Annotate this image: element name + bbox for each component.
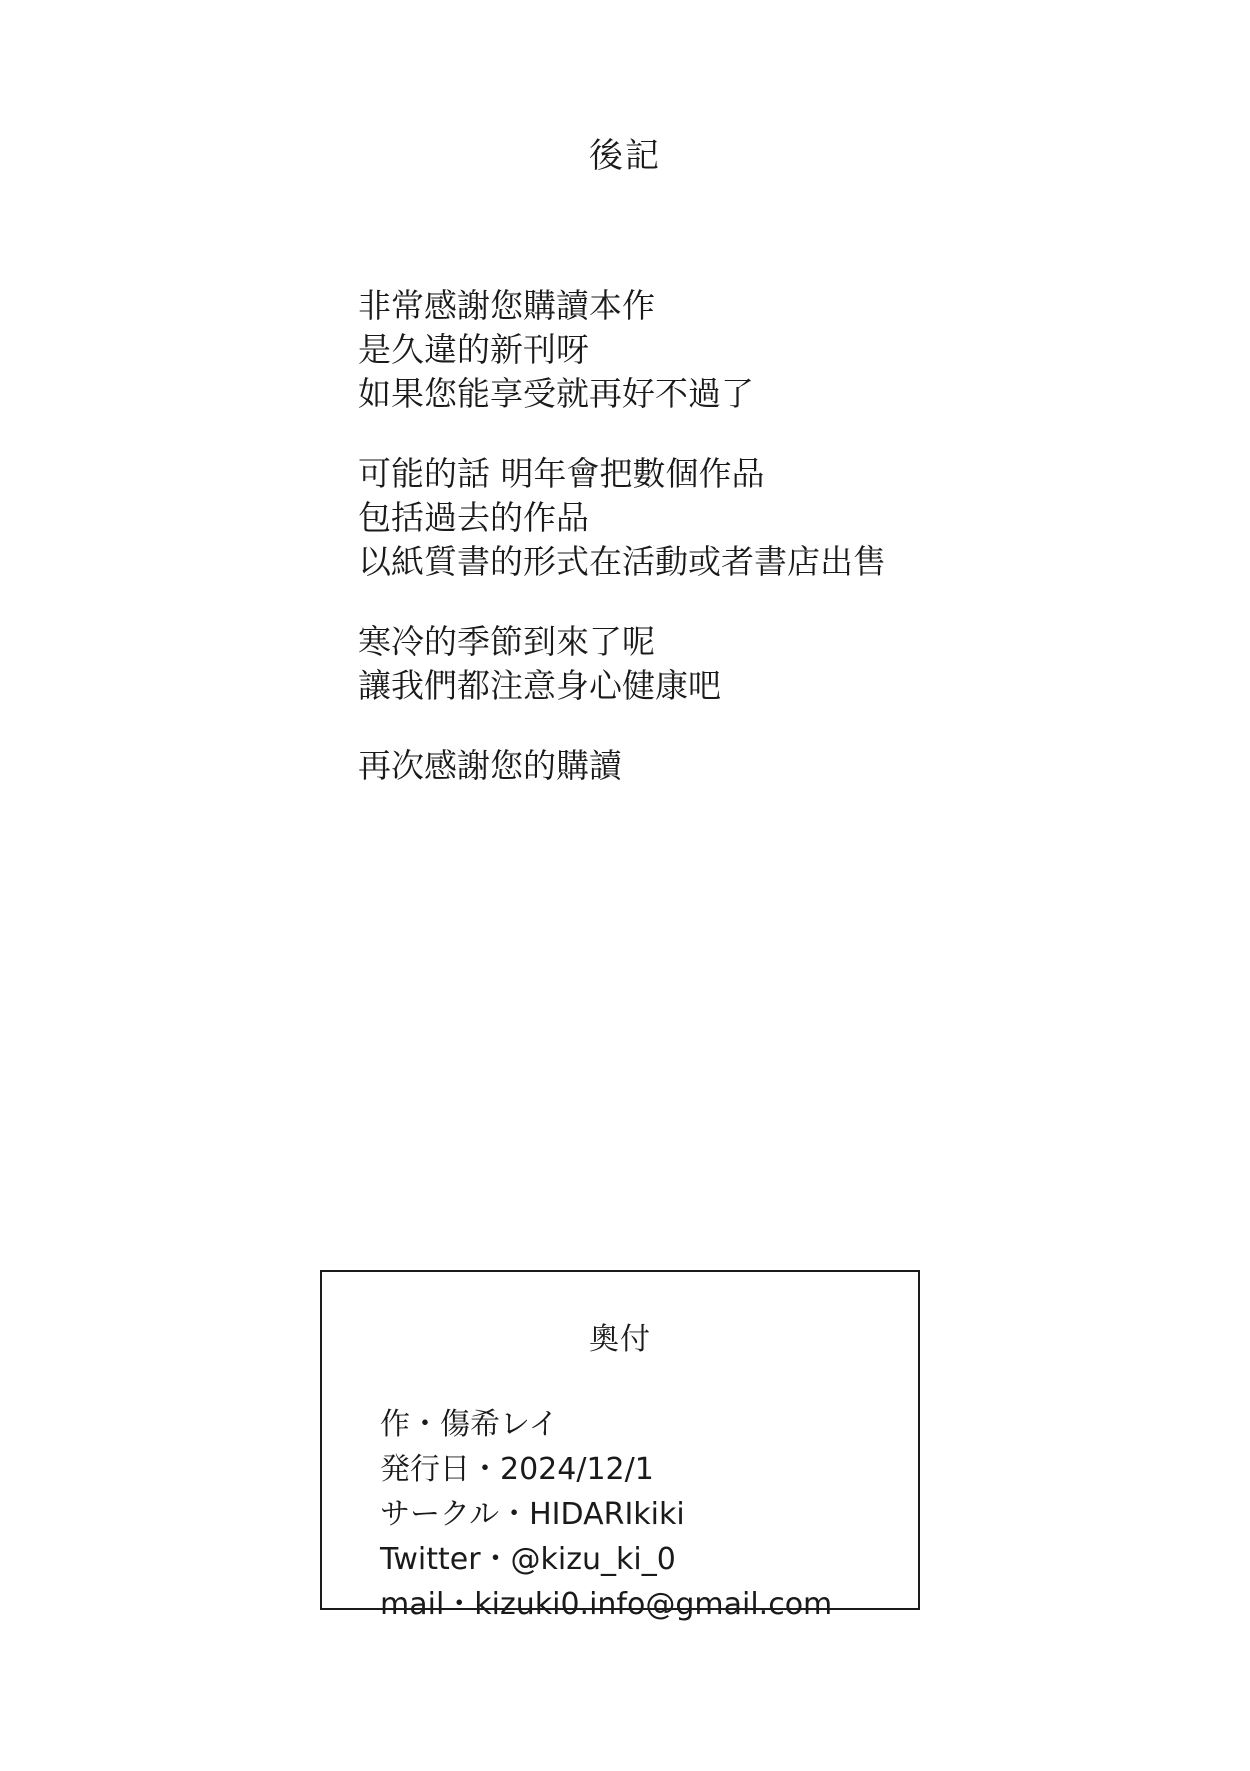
afterword-line: 以紙質書的形式在活動或者書店出售 <box>358 542 886 581</box>
colophon-box <box>320 1270 920 1622</box>
afterword-line: 是久違的新刊呀 <box>358 330 589 369</box>
colophon-entries <box>380 1402 918 1627</box>
colophon-entry-date: 発行日・2024/12/1 <box>380 1452 654 1487</box>
afterword-paragraph <box>358 744 1118 788</box>
colophon-entry-author: 作・傷希レイ <box>380 1407 559 1442</box>
afterword-line: 再次感謝您的購讀 <box>358 746 622 785</box>
colophon-title: 奧付 <box>589 1322 651 1357</box>
afterword-line: 可能的話 明年會把數個作品 <box>358 454 765 493</box>
afterword-body <box>358 284 1118 788</box>
afterword-line: 讓我們都注意身心健康吧 <box>358 666 721 705</box>
colophon-entry-mail: mail・kizuki0.info@gmail.com <box>380 1587 833 1622</box>
colophon-entry-circle: サークル・HIDARIkiki <box>380 1497 685 1532</box>
afterword-paragraph <box>358 452 1118 584</box>
afterword-line: 非常感謝您購讀本作 <box>358 286 655 325</box>
afterword-paragraph <box>358 284 1118 416</box>
afterword-paragraph <box>358 620 1118 708</box>
afterword-line: 包括過去的作品 <box>358 498 589 537</box>
page-title: 後記 <box>589 136 661 176</box>
afterword-line: 寒冷的季節到來了呢 <box>358 622 655 661</box>
colophon-entry-twitter: Twitter・@kizu_ki_0 <box>380 1542 676 1577</box>
afterword-line: 如果您能享受就再好不過了 <box>358 374 754 413</box>
